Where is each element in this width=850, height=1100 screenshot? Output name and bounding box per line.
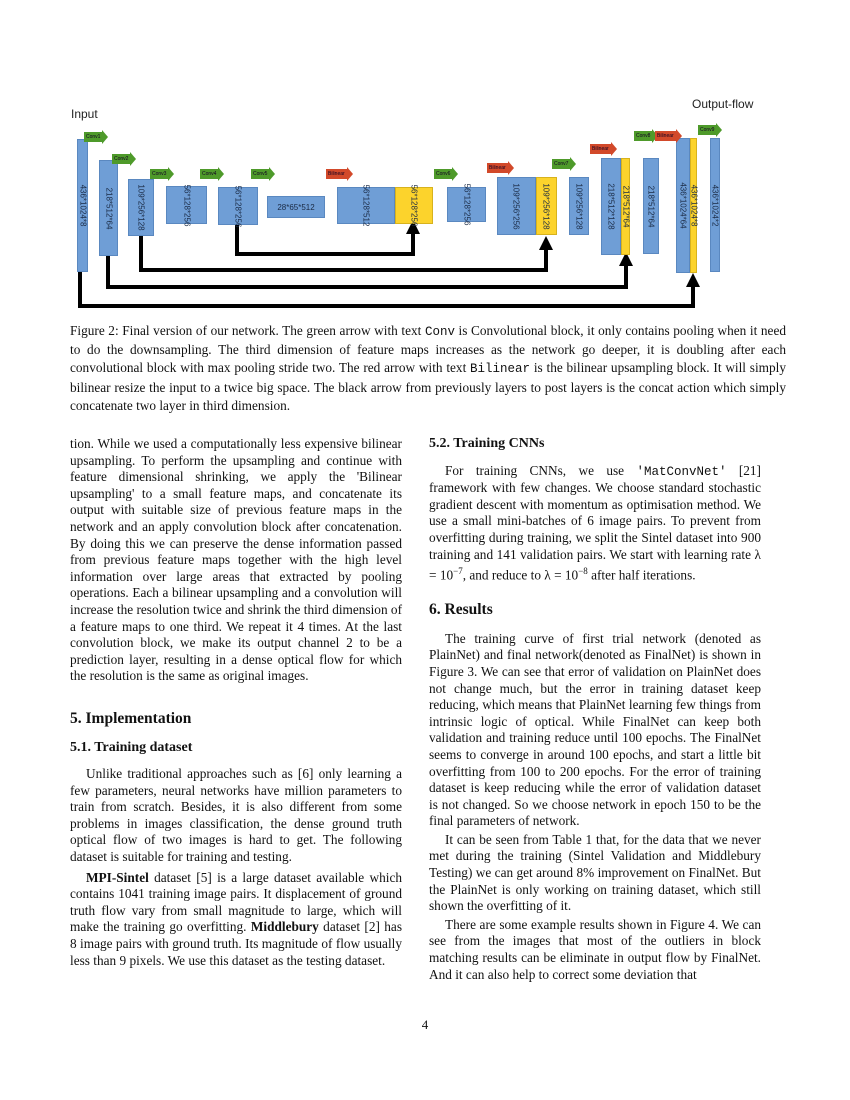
conv-arrow-7: Conv7 — [552, 158, 576, 170]
block-b10: 109*256*128 — [569, 177, 589, 235]
input-label: Input — [71, 107, 98, 121]
bilinear-arrow-3: Bilinear — [590, 143, 617, 155]
bilinear-arrow-4: Bilinear — [655, 130, 682, 142]
bilinear-arrow-2: Bilinear — [487, 162, 514, 174]
network-figure — [0, 0, 850, 320]
paragraph: There are some example results shown in Figure 4. We can see from the images that most of the outliers in block matching results can be eliminate in output flow by FinalNet. And it can also help to correct some deviation that — [429, 916, 761, 982]
arrow-head-icon — [347, 167, 353, 181]
conv-arrow-8: Conv8 — [634, 130, 658, 142]
page-number: 4 — [421, 1017, 429, 1032]
conv-arrow-9: Conv9 — [698, 124, 722, 136]
subsection-title-training-cnns: 5.2. Training CNNs — [429, 436, 545, 451]
output-label: Output-flow — [692, 97, 754, 111]
block-b11-concat: 218*512*64 — [621, 158, 630, 255]
left-column — [70, 436, 402, 969]
block-b13-concat: 436*1024*8 — [690, 138, 697, 273]
arrow-head-icon — [716, 123, 722, 137]
subsection-title-training-dataset: 5.1. Training dataset — [70, 739, 193, 755]
paragraph: For training CNNs, we use 'MatConvNet' [21] framework with few changes. We choose standard stochastic gradient descent with momentum as optimisation method. We use a small mini-batches of 6 image pairs. To prevent from overfitting during training, we split the Sintel dataset into 900 training and 141 validation pairs. We start with learning rate $\lambda = 10^{-7}$, and reduce to $\lambda = 10^{-8}$ after half iterations. — [429, 462, 761, 583]
arrow-head-icon — [452, 167, 458, 181]
arrow-head-icon — [130, 152, 136, 166]
block-b9-concat: 109*256*128 — [536, 177, 557, 235]
bilinear-arrow-1: Bilinear — [326, 168, 353, 180]
block-b14: 436*1024*2 — [710, 138, 720, 272]
figure-caption: Figure 2: Final version of our network. The green arrow with text Conv is Convolutional block, it only contains pooling when it need to do the downsampling. The third dimension of feature maps increases as the network go deeper, it is doubling after each convolutional block with max pooling stride two. The red arrow with text Bilinear is the bilinear upsampling block. It will simply bilinear resize the input to a twice big space. The black arrow from previously layers to post layers is the concat action which simply concatenate two layer in third dimension. — [70, 323, 786, 413]
block-b12: 218*512*64 — [643, 158, 659, 254]
arrow-head-icon — [269, 167, 275, 181]
paragraph: The training curve of first trial network (denoted as PlainNet) and final network(denoted as FinalNet) is shown in Figure 3. We can see that error of validation on PlainNet does not change much, but the error in training dataset keep reducing, which means that PlainNet learning few things from intrinsic logic of optical. While FinalNet can keep both validation and training reduce until 100 epochs. The FinalNet seems to converge in around 100 epochs, and start a little bit overfitting from 100 to 200 epochs. For the error of training dataset is keep reducing while the error of validation dataset is not changed. So we choose network in epoch 150 to be the final parameters of network. — [429, 630, 761, 829]
paragraph-continued: tion. While we used a computationally less expensive bilinear upsampling. To perform the upsampling and continue with feature dimensional shrinking, we apply the 'Bilinear upsampling' to a small feature maps, and concatenate its output with suitable size of previous feature maps in the network and an apply convolution block after concatenation. By doing this we can preserve the dense information passed from previous feature maps together with the high level information over large areas that extracted by pooling operations. Each a bilinear upsampling and a convolution will increase the resolution twice and shrink the third dimension of a feature maps to one third. We repeat it 4 times. At the last convolution block, we make its output channel 2 to be a prediction layer, resulting in a dense optical flow for which the resolution is the same as original images. — [70, 436, 402, 684]
section-title-results: 6. Results — [429, 601, 493, 619]
block-b2: 218*512*64 — [99, 160, 118, 256]
conv-arrow-6: Conv6 — [434, 168, 458, 180]
block-b13: 436*1024*64 — [676, 138, 690, 273]
arrow-head-icon — [570, 157, 576, 171]
block-b9: 109*256*256 — [497, 177, 536, 235]
arrow-head-icon — [676, 129, 682, 143]
block-b6: 28*65*512 — [267, 196, 325, 218]
arrow-head-icon — [168, 167, 174, 181]
block-b7-concat: 56*128*256 — [395, 187, 433, 224]
block-b1: 436*1024*8 — [77, 139, 88, 272]
arrow-head-icon — [102, 130, 108, 144]
conv-arrow-3: Conv3 — [150, 168, 174, 180]
conv-arrow-5: Conv5 — [251, 168, 275, 180]
conv-arrow-1: Conv1 — [84, 131, 108, 143]
conv-arrow-4: Conv4 — [200, 168, 224, 180]
paragraph: MPI-Sintel dataset [5] is a large dataset available which contains 1041 training image pairs. It displacement of ground truth flow vary from small magnitude to large, which will make the training go overfitting. Middlebury dataset [2] has 8 image pairs with ground truth. Its magnitude of flow usually less than 9 pixels. We use this dataset as the testing dataset. — [70, 869, 402, 968]
arrow-head-icon — [611, 142, 617, 156]
block-b4: 56*128*256 — [166, 186, 207, 224]
block-b3: 109*256*128 — [128, 179, 154, 236]
section-title-implementation: 5. Implementation — [70, 709, 192, 727]
block-b5: 56*128*256 — [218, 187, 258, 225]
right-column — [429, 436, 761, 983]
block-b8: 56*128*256 — [447, 187, 486, 222]
paragraph: It can be seen from Table 1 that, for the data that we never met during the training (Sintel Validation and Middlebury Testing) we can get around 8% improvement on FinalNet. But the PlainNet is only working on training dataset, which still shown the overfitting of it. — [429, 831, 761, 914]
arrow-head-icon — [508, 161, 514, 175]
block-b11: 218*512*128 — [601, 158, 621, 255]
paragraph: Unlike traditional approaches such as [6] only learning a few parameters, neural networks have million parameters to train from scratch. Besides, it is also different from some problems in images classification, the dense ground truth optical flow of two images is hard to get. The following dataset is suitable for training and testing. — [70, 766, 402, 865]
conv-arrow-2: Conv2 — [112, 153, 136, 165]
block-b7: 56*128*512 — [337, 187, 395, 224]
arrow-head-icon — [218, 167, 224, 181]
